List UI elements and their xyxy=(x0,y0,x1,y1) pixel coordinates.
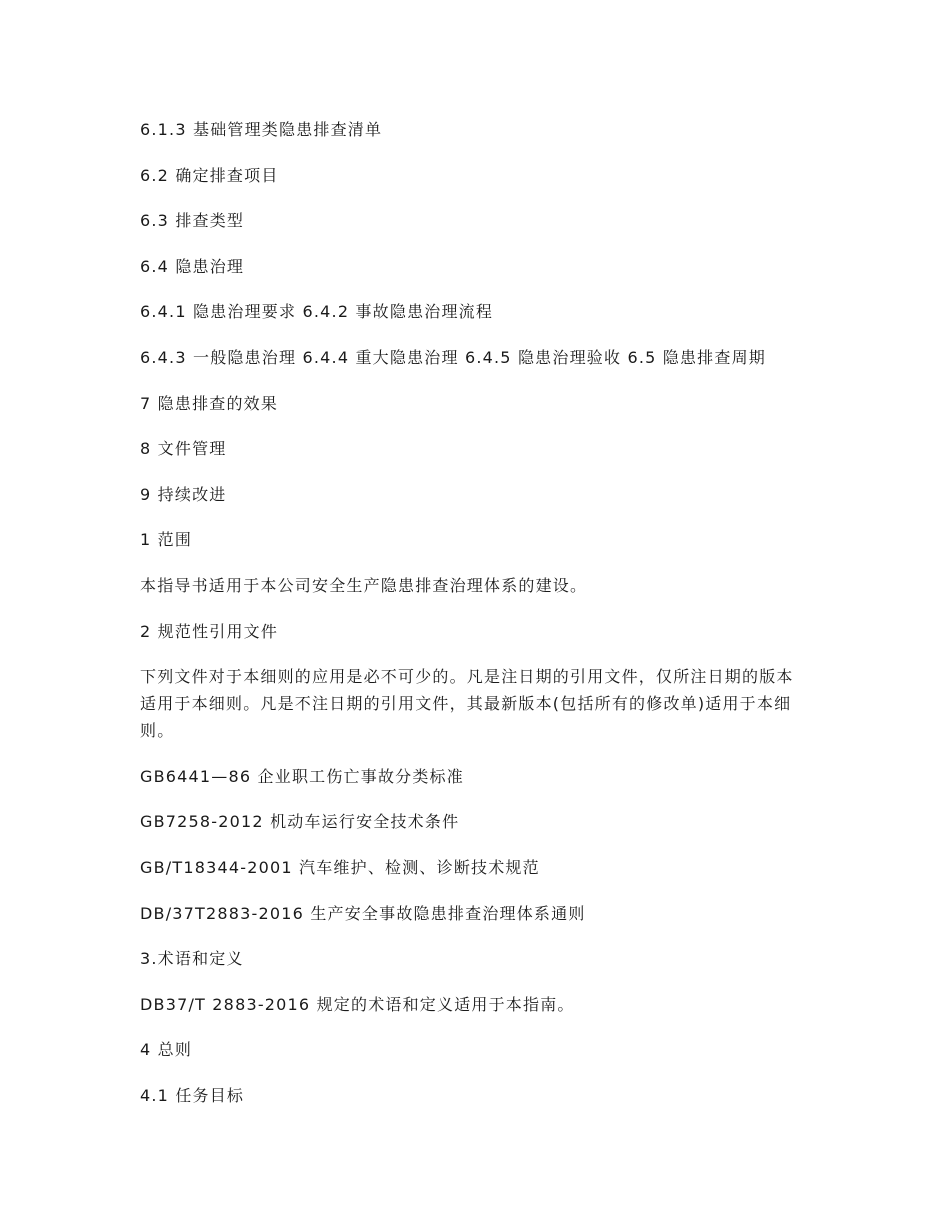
section-heading-scope: 1 范围 xyxy=(140,530,193,550)
toc-item-6-4: 6.4 隐患治理 xyxy=(140,256,245,276)
subsection-heading-task-goal: 4.1 任务目标 xyxy=(140,1085,245,1105)
toc-item-6-3: 6.3 排查类型 xyxy=(140,211,245,231)
reference-db37t2883: DB/37T2883-2016 生产安全事故隐患排查治理体系通则 xyxy=(140,903,586,923)
section-heading-general: 4 总则 xyxy=(140,1040,193,1060)
toc-item-7: 7 隐患排查的效果 xyxy=(140,393,279,413)
toc-item-6-2: 6.2 确定排查项目 xyxy=(140,165,279,185)
toc-item-6-4-3: 6.4.3 一般隐患治理 6.4.4 重大隐患治理 6.4.5 隐患治理验收 6.5 隐患排查周期 xyxy=(140,347,766,367)
reference-gb6441: GB6441—86 企业职工伤亡事故分类标准 xyxy=(140,766,464,786)
terms-text: DB37/T 2883-2016 规定的术语和定义适用于本指南。 xyxy=(140,994,575,1014)
toc-item-6-4-1: 6.4.1 隐患治理要求 6.4.2 事故隐患治理流程 xyxy=(140,302,494,322)
document-body xyxy=(140,116,810,1127)
section-heading-references: 2 规范性引用文件 xyxy=(140,621,279,641)
reference-gb7258: GB7258-2012 机动车运行安全技术条件 xyxy=(140,812,460,832)
scope-text: 本指导书适用于本公司安全生产隐患排查治理体系的建设。 xyxy=(140,575,588,595)
section-heading-terms: 3.术语和定义 xyxy=(140,949,244,969)
reference-gbt18344: GB/T18344-2001 汽车维护、检测、诊断技术规范 xyxy=(140,857,540,877)
toc-item-8: 8 文件管理 xyxy=(140,439,227,459)
references-intro-text: 下列文件对于本细则的应用是必不可少的。凡是注日期的引用文件，仅所注日期的版本适用于本细则。凡是不注日期的引用文件，其最新版本(包括所有的修改单)适用于本细则。 xyxy=(140,667,794,741)
toc-item-6-1-3: 6.1.3 基础管理类隐患排查清单 xyxy=(140,120,383,139)
toc-item-9: 9 持续改进 xyxy=(140,484,227,504)
